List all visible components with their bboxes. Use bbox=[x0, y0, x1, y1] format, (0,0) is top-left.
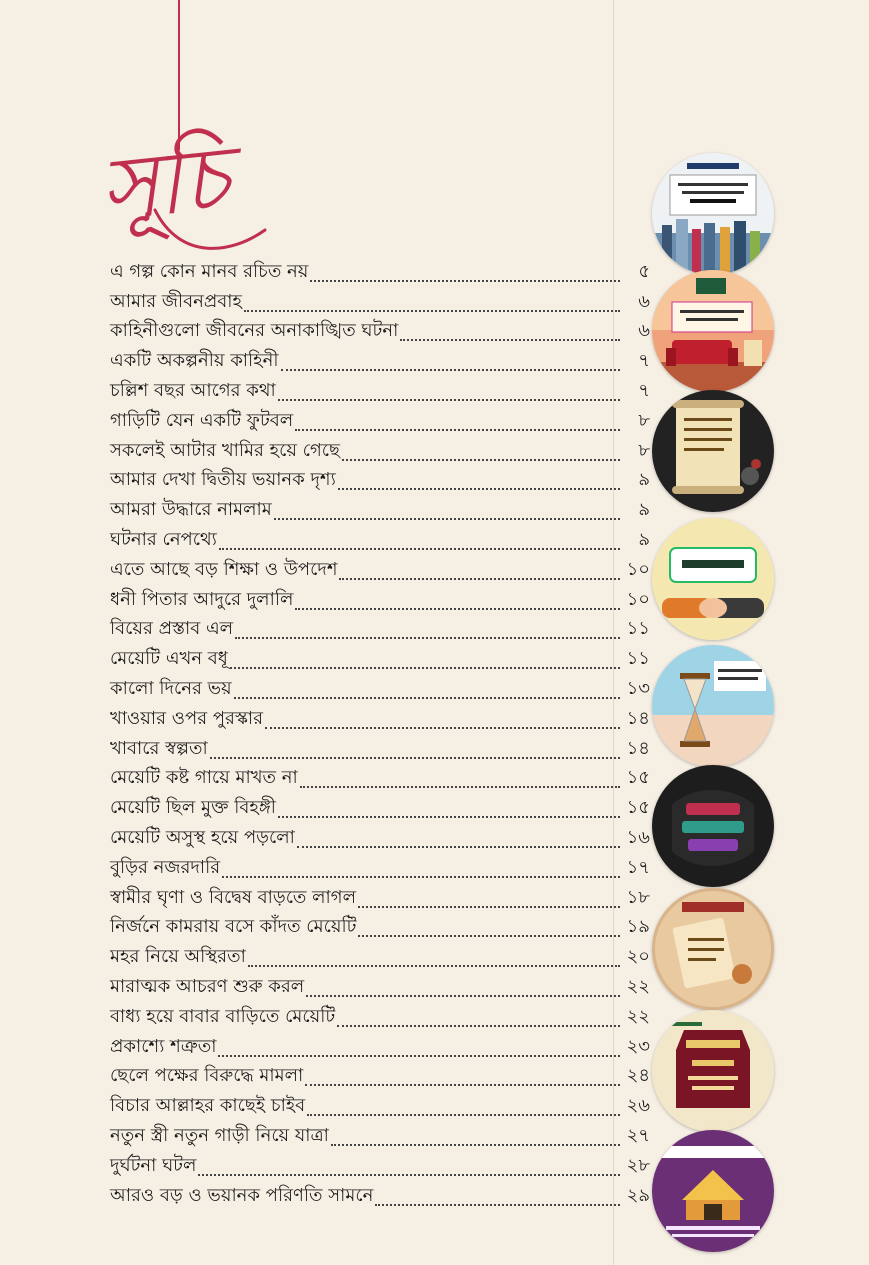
toc-entry-title: একটি অকল্পনীয় কাহিনী bbox=[110, 350, 279, 372]
toc-entry[interactable] bbox=[110, 258, 650, 288]
toc-entry-page-number: ১১ bbox=[626, 648, 650, 670]
toc-entry[interactable] bbox=[110, 1122, 650, 1152]
toc-entry[interactable] bbox=[110, 705, 650, 735]
toc-entry-page-number: ১৬ bbox=[626, 826, 650, 848]
table-of-contents bbox=[110, 258, 650, 1212]
toc-entry-page-number: ২৮ bbox=[626, 1154, 650, 1176]
toc-entry-title: মেয়েটি ছিল মুক্ত বিহঙ্গী bbox=[110, 797, 276, 819]
toc-dot-leader bbox=[230, 667, 620, 669]
toc-dot-leader bbox=[295, 608, 620, 610]
toc-entry-page-number: ১৯ bbox=[626, 916, 650, 938]
toc-entry[interactable] bbox=[110, 377, 650, 407]
toc-entry[interactable] bbox=[110, 914, 650, 944]
toc-entry-page-number: ১৩ bbox=[626, 677, 650, 699]
toc-entry-title: কাহিনীগুলো জীবনের অনাকাঙ্খিত ঘটনা bbox=[110, 320, 399, 342]
toc-entry-page-number: ৯ bbox=[638, 499, 650, 521]
toc-dot-leader bbox=[198, 1174, 620, 1176]
toc-dot-leader bbox=[295, 429, 620, 431]
tent-medallion bbox=[652, 1130, 774, 1252]
toc-dot-leader bbox=[331, 1144, 620, 1146]
toc-entry[interactable] bbox=[110, 586, 650, 616]
toc-entry-page-number: ২৬ bbox=[626, 1095, 650, 1117]
toc-dot-leader bbox=[358, 906, 620, 908]
toc-entry[interactable] bbox=[110, 824, 650, 854]
toc-dot-leader bbox=[234, 697, 620, 699]
toc-entry[interactable] bbox=[110, 616, 650, 646]
toc-entry[interactable] bbox=[110, 1003, 650, 1033]
toc-entry-title: খাবারে স্বল্পতা bbox=[110, 737, 208, 759]
toc-entry-title: বিয়ের প্রস্তাব এল bbox=[110, 618, 234, 640]
red-sofa-room-medallion bbox=[652, 270, 774, 392]
toc-entry-title: ধনী পিতার আদুরে দুলালি bbox=[110, 588, 294, 610]
toc-entry-page-number: ৯ bbox=[638, 469, 650, 491]
toc-entry-title: বাধ্য হয়ে বাবার বাড়িতে মেয়েটি bbox=[110, 1005, 336, 1027]
toc-entry-title: মারাত্মক আচরণ শুরু করল bbox=[110, 975, 305, 997]
toc-entry-title: মেয়েটি এখন বধূ bbox=[110, 648, 228, 670]
toc-entry-title: দুর্ঘটনা ঘটল bbox=[110, 1154, 197, 1176]
toc-entry[interactable] bbox=[110, 288, 650, 318]
toc-dot-leader bbox=[400, 339, 620, 341]
hourglass-medallion bbox=[652, 645, 774, 767]
toc-entry[interactable] bbox=[110, 645, 650, 675]
toc-dot-leader bbox=[222, 876, 620, 878]
toc-dot-leader bbox=[219, 548, 620, 550]
toc-entry-title: আমরা উদ্ধারে নামলাম bbox=[110, 499, 272, 521]
toc-entry[interactable] bbox=[110, 467, 650, 497]
toc-dot-leader bbox=[338, 488, 620, 490]
toc-entry-title: নতুন স্ত্রী নতুন গাড়ী নিয়ে যাত্রা bbox=[110, 1124, 329, 1146]
toc-entry-page-number: ২০ bbox=[626, 946, 650, 968]
toc-entry-title: বুড়ির নজরদারি bbox=[110, 856, 221, 878]
toc-dot-leader bbox=[358, 935, 620, 937]
toc-dot-leader bbox=[306, 995, 620, 997]
toc-dot-leader bbox=[248, 965, 620, 967]
toc-dot-leader bbox=[244, 310, 620, 312]
toc-entry-page-number: ১৫ bbox=[626, 767, 650, 789]
toc-entry-page-number: ২৪ bbox=[626, 1065, 650, 1087]
toc-entry-title: মেয়েটি কষ্ট গায়ে মাখত না bbox=[110, 767, 298, 789]
toc-entry-title: ছেলে পক্ষের বিরুদ্ধে মামলা bbox=[110, 1065, 304, 1087]
toc-entry[interactable] bbox=[110, 437, 650, 467]
parchment-medallion bbox=[652, 888, 774, 1010]
toc-entry-title: মহর নিয়ে অস্থিরতা bbox=[110, 946, 246, 968]
toc-entry[interactable] bbox=[110, 973, 650, 1003]
toc-entry-title: নির্জনে কামরায় বসে কাঁদত মেয়েটি bbox=[110, 916, 357, 938]
toc-entry-title: আমার দেখা দ্বিতীয় ভয়ানক দৃশ্য bbox=[110, 469, 336, 491]
toc-entry-title: আমার জীবনপ্রবাহ bbox=[110, 290, 242, 312]
toc-entry-page-number: ৮ bbox=[638, 439, 650, 461]
toc-entry-title: আরও বড় ও ভয়ানক পরিণতি সামনে bbox=[110, 1184, 374, 1206]
toc-entry[interactable] bbox=[110, 1033, 650, 1063]
toc-entry-title: এতে আছে বড় শিক্ষা ও উপদেশ bbox=[110, 558, 338, 580]
toc-entry-page-number: ১৪ bbox=[626, 707, 650, 729]
toc-dot-leader bbox=[235, 637, 620, 639]
toc-entry-page-number: ১০ bbox=[626, 588, 650, 610]
toc-entry[interactable] bbox=[110, 943, 650, 973]
toc-entry-title: ঘটনার নেপথ্যে bbox=[110, 528, 217, 550]
toc-dot-leader bbox=[218, 1055, 620, 1057]
toc-entry-page-number: ১৮ bbox=[626, 886, 650, 908]
toc-entry[interactable] bbox=[110, 407, 650, 437]
toc-entry-page-number: ১১ bbox=[626, 618, 650, 640]
toc-entry-page-number: ৭ bbox=[638, 350, 650, 372]
toc-dot-leader bbox=[305, 1084, 620, 1086]
toc-entry[interactable] bbox=[110, 854, 650, 884]
toc-dot-leader bbox=[307, 1114, 620, 1116]
city-skyline-medallion bbox=[652, 153, 774, 275]
toc-entry[interactable] bbox=[110, 765, 650, 795]
toc-entry-title: প্রকাশ্যে শত্রুতা bbox=[110, 1035, 217, 1057]
scroll-dark-medallion bbox=[652, 390, 774, 512]
toc-entry-page-number: ২২ bbox=[626, 975, 650, 997]
page-title: সূচি bbox=[94, 125, 232, 242]
frame-plaque-medallion bbox=[652, 1010, 774, 1132]
toc-entry-page-number: ৬ bbox=[638, 320, 650, 342]
toc-entry-title: সকলেই আটার খামির হয়ে গেছে bbox=[110, 439, 340, 461]
toc-entry-page-number: ১৭ bbox=[626, 856, 650, 878]
toc-entry[interactable] bbox=[110, 794, 650, 824]
toc-entry[interactable] bbox=[110, 675, 650, 705]
toc-dot-leader bbox=[281, 369, 620, 371]
toc-entry-page-number: ৬ bbox=[638, 290, 650, 312]
toc-entry[interactable] bbox=[110, 347, 650, 377]
toc-entry-title: বিচার আল্লাহর কাছেই চাইব bbox=[110, 1095, 306, 1117]
toc-entry-title: মেয়েটি অসুস্থ হয়ে পড়লো bbox=[110, 826, 295, 848]
toc-entry-title: স্বামীর ঘৃণা ও বিদ্বেষ বাড়তে লাগল bbox=[110, 886, 356, 908]
toc-dot-leader bbox=[342, 459, 620, 461]
toc-dot-leader bbox=[300, 786, 620, 788]
title-swash-ornament bbox=[150, 200, 270, 260]
handshake-medallion bbox=[652, 518, 774, 640]
toc-entry[interactable] bbox=[110, 496, 650, 526]
toc-entry-page-number: ২২ bbox=[626, 1005, 650, 1027]
toc-entry-page-number: ২৩ bbox=[626, 1035, 650, 1057]
toc-entry-page-number: ৫ bbox=[638, 260, 650, 282]
toc-entry-page-number: ৭ bbox=[638, 379, 650, 401]
toc-entry-page-number: ১৪ bbox=[626, 737, 650, 759]
toc-entry-page-number: ৮ bbox=[638, 409, 650, 431]
toc-entry[interactable] bbox=[110, 735, 650, 765]
toc-dot-leader bbox=[337, 1025, 620, 1027]
toc-entry-title: এ গল্প কোন মানব রচিত নয় bbox=[110, 260, 309, 282]
toc-entry[interactable] bbox=[110, 884, 650, 914]
toc-dot-leader bbox=[274, 518, 620, 520]
toc-entry[interactable] bbox=[110, 318, 650, 348]
toc-dot-leader bbox=[339, 578, 620, 580]
toc-dot-leader bbox=[297, 846, 620, 848]
toc-entry[interactable] bbox=[110, 556, 650, 586]
toc-entry[interactable] bbox=[110, 1152, 650, 1182]
toc-entry[interactable] bbox=[110, 1182, 650, 1212]
toc-dot-leader bbox=[278, 816, 620, 818]
toc-entry-title: চল্লিশ বছর আগের কথা bbox=[110, 379, 276, 401]
toc-entry-page-number: ১৫ bbox=[626, 797, 650, 819]
toc-dot-leader bbox=[310, 280, 620, 282]
toc-dot-leader bbox=[278, 399, 620, 401]
toc-dot-leader bbox=[265, 727, 620, 729]
toc-entry-page-number: ৯ bbox=[638, 528, 650, 550]
dark-ornament-medallion bbox=[652, 765, 774, 887]
toc-entry-title: খাওয়ার ওপর পুরস্কার bbox=[110, 707, 264, 729]
toc-entry[interactable] bbox=[110, 526, 650, 556]
toc-entry[interactable] bbox=[110, 1063, 650, 1093]
toc-entry-page-number: ১০ bbox=[626, 558, 650, 580]
toc-entry[interactable] bbox=[110, 1092, 650, 1122]
toc-dot-leader bbox=[210, 757, 620, 759]
hanging-line bbox=[178, 0, 180, 150]
toc-entry-page-number: ২৭ bbox=[626, 1124, 650, 1146]
toc-entry-title: গাড়িটি যেন একটি ফুটবল bbox=[110, 409, 294, 431]
toc-entry-title: কালো দিনের ভয় bbox=[110, 677, 232, 699]
toc-entry-page-number: ২৯ bbox=[626, 1184, 650, 1206]
toc-dot-leader bbox=[375, 1204, 620, 1206]
